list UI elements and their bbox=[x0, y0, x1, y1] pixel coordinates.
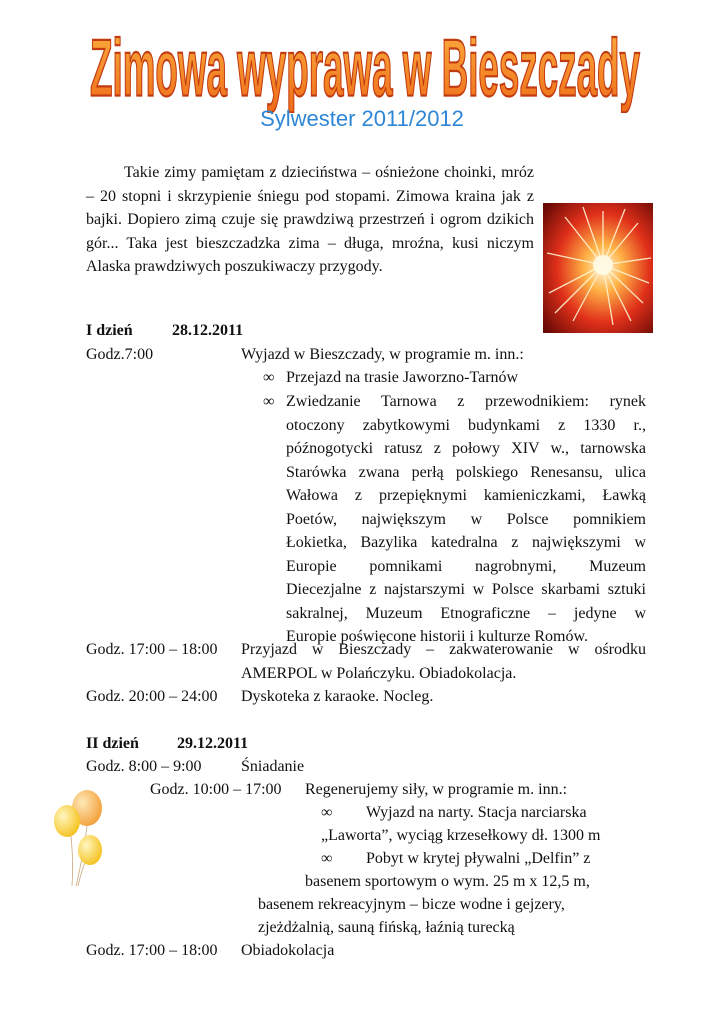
day2-time3: Godz. 17:00 – 18:00 bbox=[86, 942, 218, 959]
bullet-icon: ∞ bbox=[263, 369, 275, 386]
bullet-icon: ∞ bbox=[321, 850, 333, 867]
day1-bullet2-line: Starówka zwana perłą polskiego Renesansu, ulica bbox=[286, 463, 646, 481]
day1-time1: Godz.7:00 bbox=[86, 346, 154, 363]
day2-desc1: Śniadanie bbox=[241, 758, 305, 775]
day1-bullet2 bbox=[286, 390, 646, 649]
page-title: Zimowa wyprawa w Bieszczady bbox=[90, 22, 641, 113]
day1-desc2-line: Przyjazd w Bieszczady – zakwaterowanie w ośrodku bbox=[241, 641, 646, 658]
day1-date: 28.12.2011 bbox=[172, 322, 244, 339]
day2-label: II dzień bbox=[86, 735, 139, 752]
day2-bullet2-line: basenem rekreacyjnym – bicze wodne i gejzery, bbox=[258, 896, 565, 913]
day2-bullet2-line: Pobyt w krytej pływalni „Delfin” z bbox=[366, 850, 591, 867]
bullet-icon: ∞ bbox=[321, 804, 333, 821]
day2-time1: Godz. 8:00 – 9:00 bbox=[86, 758, 202, 775]
day1-bullet2-line: otoczony zabytkowymi budynkami z 1330 r., bbox=[286, 416, 646, 434]
title-wordart bbox=[80, 18, 650, 113]
day1-time3: Godz. 20:00 – 24:00 bbox=[86, 688, 218, 705]
day2-bullet1-line: Wyjazd na narty. Stacja narciarska bbox=[366, 804, 587, 821]
day1-time2: Godz. 17:00 – 18:00 bbox=[86, 641, 218, 658]
day1-bullet2-line: Poetów, największym w Polsce pomnikiem bbox=[286, 510, 646, 528]
day1-bullet2-line: sakralnej, Muzeum Etnograficzne – jedyne w bbox=[286, 604, 646, 622]
day1-bullet2-line: późnogotycki ratusz z połowy XIV w., tarnowska bbox=[286, 440, 646, 457]
day1-bullet2-line: Europie poświęcone historii i kulturze Romów. bbox=[286, 628, 589, 645]
day2-bullet2-line: basenem sportowym o wym. 25 m x 12,5 m, bbox=[305, 873, 590, 890]
day1-bullet2-line: Łokietka, Bazylika katedralna z największymi w bbox=[286, 534, 646, 551]
day2-bullet1-line: „Laworta”, wyciąg krzesełkowy dł. 1300 m bbox=[321, 827, 601, 844]
day1-desc1: Wyjazd w Bieszczady, w programie m. inn.: bbox=[241, 346, 524, 363]
day1-desc3: Dyskoteka z karaoke. Nocleg. bbox=[241, 688, 434, 705]
day1-bullet2-line: Zwiedzanie Tarnowa z przewodnikiem: rynek bbox=[286, 393, 646, 410]
day2-desc3: Obiadokolacja bbox=[241, 942, 335, 959]
day2-desc2: Regenerujemy siły, w programie m. inn.: bbox=[305, 781, 568, 798]
day1-label: I dzień bbox=[86, 322, 133, 339]
fireworks-image bbox=[543, 203, 653, 333]
day2-date: 29.12.2011 bbox=[177, 735, 249, 752]
day2-bullet2-line: zjeżdżalnią, sauną fińską, łaźnią turecką bbox=[258, 919, 515, 936]
subtitle: Sylwester 2011/2012 bbox=[260, 106, 464, 131]
day2-time2: Godz. 10:00 – 17:00 bbox=[150, 781, 282, 798]
day1-bullet2-line: Diecezjalne z najstarszymi w Polsce skarbami sztuki bbox=[286, 581, 646, 598]
day1-bullet2-line: Wałowa z przepięknymi kamieniczkami, Ławką bbox=[286, 487, 646, 504]
bullet-icon: ∞ bbox=[263, 393, 275, 410]
day1-bullet2-line: Europie pomnikami nagrobnymi, Muzeum bbox=[286, 557, 646, 575]
day1-desc2 bbox=[241, 638, 646, 685]
title-svg bbox=[80, 18, 650, 113]
day1-desc2-line: AMERPOL w Polańczyku. Obiadokolacja. bbox=[241, 664, 517, 682]
balloons-image bbox=[50, 788, 120, 888]
intro-paragraph: Takie zimy pamiętam z dzieciństwa – ośnieżone choinki, mróz – 20 stopni i skrzypienie śniegu pod stopami. Zimowa kraina jak z bajki. Dopiero zimą czuje się prawdziwą przestrzeń i ogrom dzikich gór... Taka jest bieszczadzka zima – długa, mroźna, kusi niczym Alaska prawdziwych poszukiwaczy przygody. bbox=[86, 164, 534, 275]
day1-bullet1: Przejazd na trasie Jaworzno-Tarnów bbox=[286, 369, 519, 386]
